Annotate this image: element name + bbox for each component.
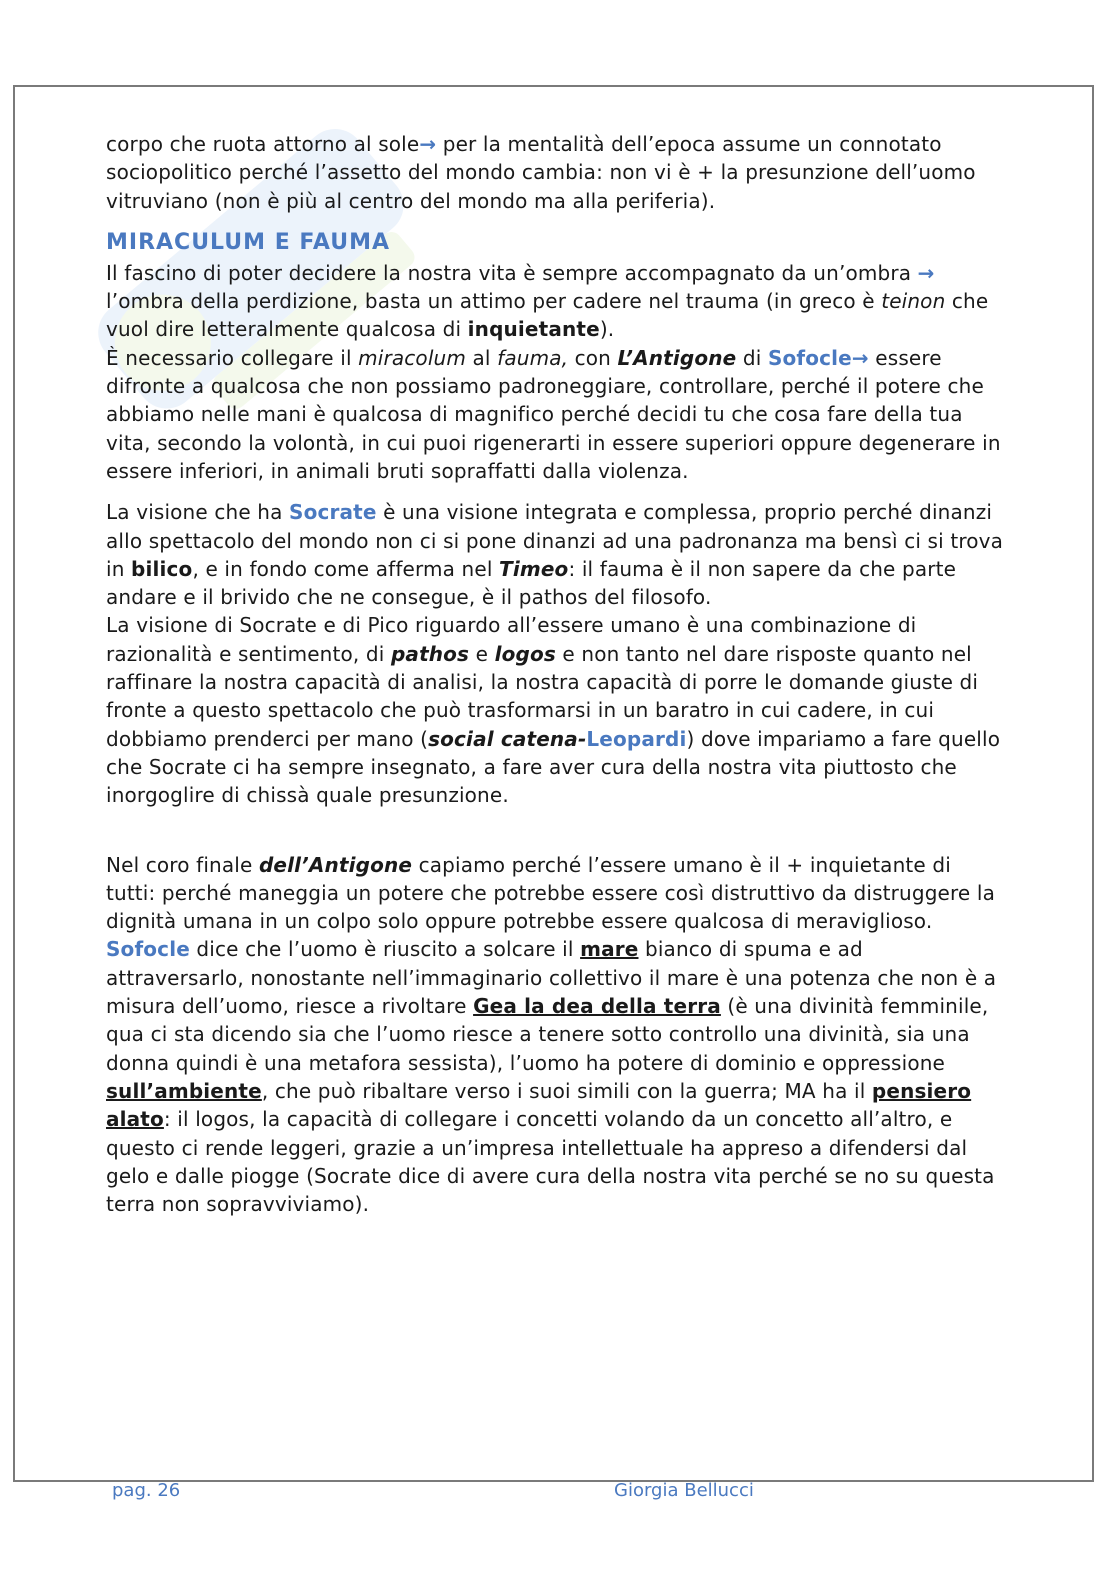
paragraph: corpo che ruota attorno al sole→ per la mentalità dell’epoca assume un connotato sociopolitico perché l’assetto del mondo cambia: non vi è + la presunzione dell’uomo vitruviano (non è più al centro del mondo ma alla periferia). [106, 132, 976, 213]
page-number: pag. 26 [112, 1480, 181, 1501]
section-heading: MIRACULUM E FAUMA [106, 229, 391, 255]
paragraph: È necessario collegare il miracolum al fauma, con L’Antigone di Sofocle→ essere difronte a qualcosa che non possiamo padroneggiare, controllare, perché il potere che abbiamo nelle mani è qualcosa di magnifico perché decidi tu che cosa fare della tua vita, secondo la volontà, in cui puoi rigenerarti in essere superiori oppure degenerare in essere inferiori, in animali bruti sopraffatti dalla violenza. [106, 345, 1001, 483]
paragraph: La visione di Socrate e di Pico riguardo all’essere umano è una combinazione di razionalità e sentimento, di pathos e logos e non tanto nel dare risposte quanto nel raffinare la nostra capacità di analisi, la nostra capacità di porre le domande giuste di fronte a questo spettacolo che può trasformarsi in un baratro in cui cadere, in cui dobbiamo prenderci per mano (social catena-Leopardi) dove impariamo a fare quello che Socrate ci ha sempre insegnato, a fare aver cura della nostra vita piuttosto che inorgoglire di chissà quale presunzione. [106, 613, 1001, 808]
arrow-icon: → [851, 345, 869, 370]
arrow-icon: → [917, 260, 935, 285]
document-body [106, 130, 1006, 1218]
paragraph: La visione che ha Socrate è una visione integrata e complessa, proprio perché dinanzi allo spettacolo del mondo non ci si pone dinanzi ad una padronanza ma bensì ci si trova in bilico, e in fondo come afferma nel Timeo: il fauma è il non sapere da che parte andare e il brivido che ne consegue, è il pathos del filosofo. [106, 500, 1004, 610]
footer-author: Giorgia Bellucci [614, 1480, 754, 1501]
paragraph: Sofocle dice che l’uomo è riuscito a solcare il mare bianco di spuma e ad attraversarlo, nonostante nell’immaginario collettivo il mare è una potenza che non è a misura dell’uomo, riesce a rivoltare Gea la dea della terra (è una divinità femminile, qua ci sta dicendo sia che l’uomo riesce a tenere sotto controllo una divinità, sia una donna quindi è una metafora sessista), l’uomo ha potere di dominio e oppressione sull’ambiente, che può ribaltare verso i suoi simili con la guerra; MA ha il pensiero alato: il logos, la capacità di collegare i concetti volando da un concetto all’altro, e questo ci rende leggeri, grazie a un’impresa intellettuale ha appreso a difendersi dal gelo e dalle piogge (Socrate dice di avere cura della nostra vita perché se no su questa terra non sopravviviamo). [106, 937, 997, 1217]
arrow-icon: → [419, 132, 437, 156]
paragraph: Il fascino di poter decidere la nostra vita è sempre accompagnato da un’ombra → l’ombra della perdizione, basta un attimo per cadere nel trauma (in greco è teinon che vuol dire letteralmente qualcosa di inquietante). [106, 260, 989, 342]
paragraph: Nel coro finale dell’Antigone capiamo perché l’essere umano è il + inquietante di tutti: perché maneggia un potere che potrebbe essere così distruttivo da distruggere la dignità umana in un colpo solo oppure potrebbe essere qualcosa di meraviglioso. [106, 852, 995, 934]
